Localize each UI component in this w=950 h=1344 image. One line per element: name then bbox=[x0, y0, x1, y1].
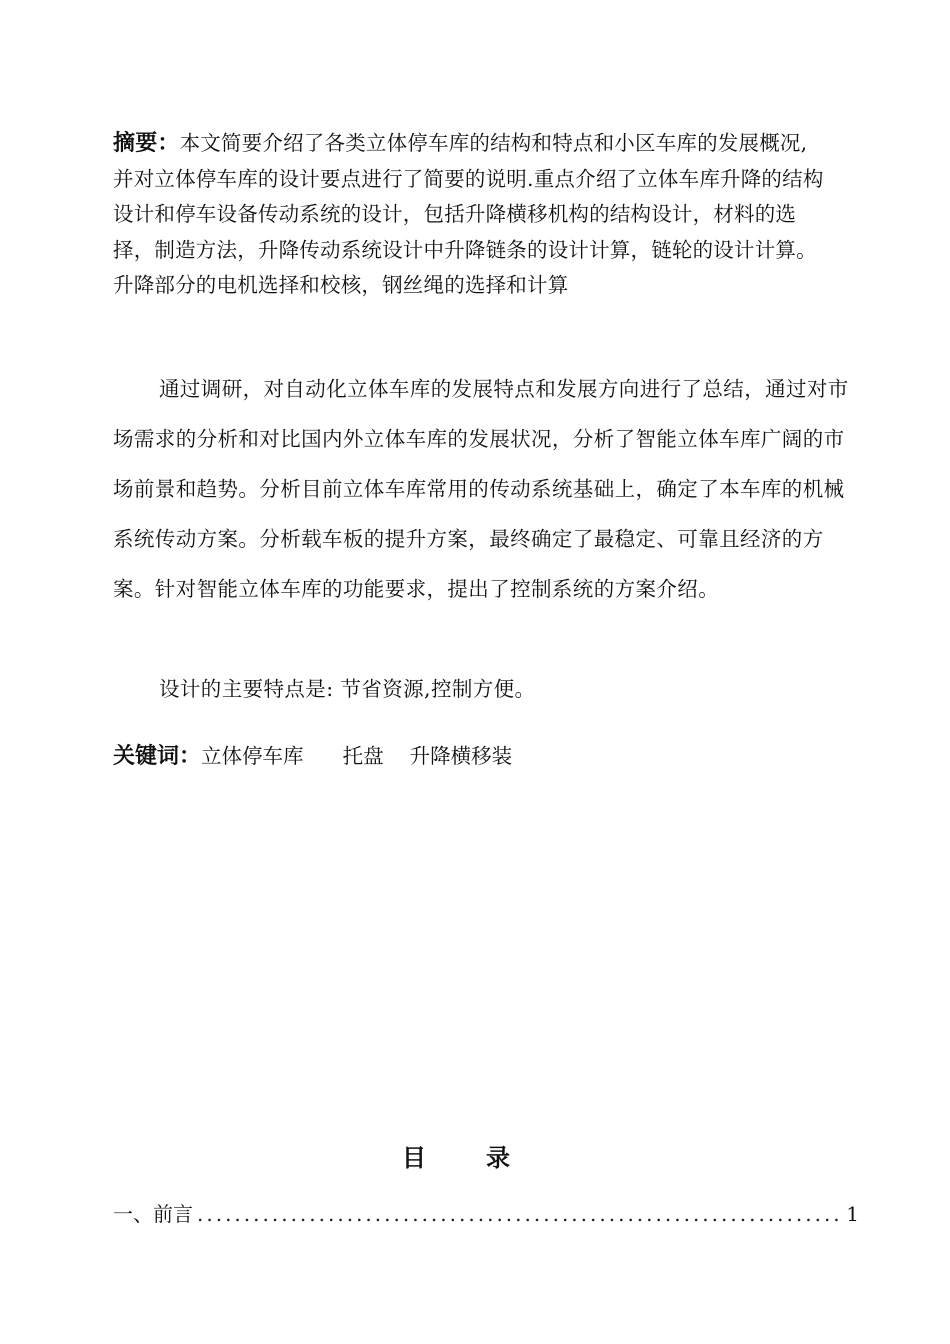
abstract-paragraph bbox=[113, 126, 825, 304]
abstract-text: 本文简要介绍了各类立体停车库的结构和特点和小区车库的发展概况,并对立体停车库的设计要点进行了简要的说明.重点介绍了立体车库升降的结构设计和停车设备传动系统的设计，包括升降横移机构的结构设计，材料的选择，制造方法，升降传动系统设计中升降链条的设计计算，链轮的设计计算。升降部分的电机选择和校核，钢丝绳的选择和计算 bbox=[113, 131, 824, 297]
toc-entry-label: 一、前言 bbox=[113, 1202, 193, 1226]
toc-entry[interactable] bbox=[113, 1198, 859, 1228]
toc-leader-dots bbox=[197, 1202, 842, 1226]
keywords-label: 关键词： bbox=[113, 744, 202, 769]
toc-title: 目录 bbox=[402, 1144, 570, 1172]
toc-entry-page: 1 bbox=[846, 1202, 859, 1226]
body-paragraph-1: 通过调研，对自动化立体车库的发展特点和发展方向进行了总结，通过对市场需求的分析和对比国内外立体车库的发展状况，分析了智能立体车库广阔的市场前景和趋势。分析目前立体车库常用的传动系统基础上，确定了本车库的机械系统传动方案。分析载车板的提升方案，最终确定了最稳定、可靠且经济的方案。针对智能立体车库的功能要求，提出了控制系统的方案介绍。 bbox=[113, 377, 849, 601]
keywords-text: 立体停车库 托盘 升降横移装 bbox=[201, 744, 513, 768]
keywords-line bbox=[113, 738, 512, 775]
body-paragraph-2: 设计的主要特点是: 节省资源,控制方便。 bbox=[159, 677, 536, 701]
abstract-label: 摘要： bbox=[113, 131, 180, 156]
